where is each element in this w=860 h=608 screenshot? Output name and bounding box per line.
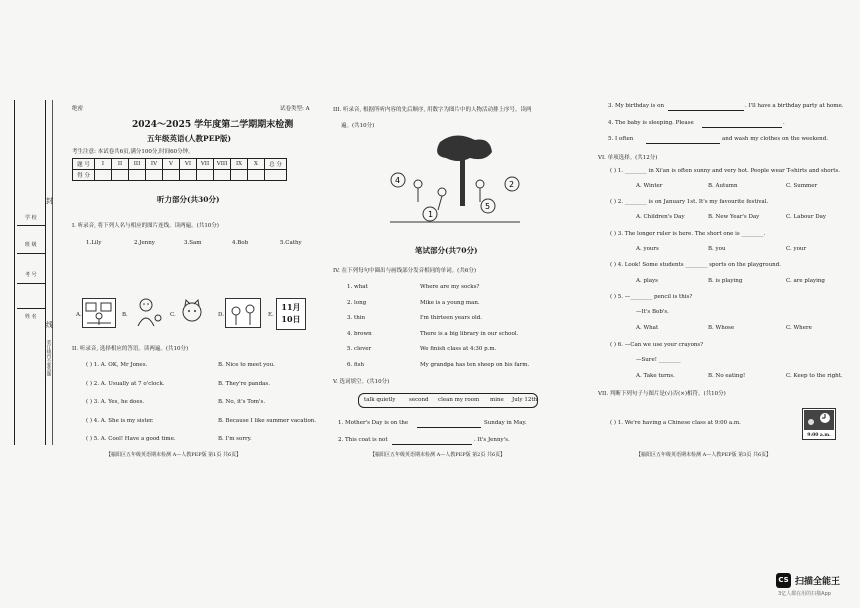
binding-line xyxy=(14,100,15,445)
q4-sentence: My grandpa has ten sheep on his farm. xyxy=(420,362,530,368)
pic-label: C. xyxy=(170,312,176,318)
q6-question: ( ) 5. —________ pencil is this? xyxy=(610,294,693,300)
q2-title: II. 听录音, 选择相应的答语。读两遍。(共10分) xyxy=(72,346,189,352)
fill-blank-end: and wash my clothes on the weekend. xyxy=(722,136,828,142)
field-line xyxy=(17,253,45,254)
q5-title: V. 选词填空。(共10分) xyxy=(333,379,390,385)
cat-icon xyxy=(177,298,207,326)
q4-sentence: Where are my socks? xyxy=(420,284,480,290)
writing-section-title: 笔试部分(共70分) xyxy=(415,246,478,255)
exam-type: 试卷类型: A xyxy=(280,106,310,112)
q2-option-a: ( ) 5. A. Cool! Have a good time. xyxy=(86,436,176,442)
q4-sentence: There is a big library in our school. xyxy=(420,331,519,337)
classroom-clock-icon xyxy=(803,409,835,431)
q6-option: C. Where xyxy=(786,325,812,331)
score-cell[interactable] xyxy=(214,170,231,181)
pic-label: E. xyxy=(268,312,274,318)
score-header-cell: VIII xyxy=(214,159,231,170)
score-header-cell: III xyxy=(129,159,146,170)
activity-picture xyxy=(380,132,530,234)
q6-option: B. you xyxy=(708,246,726,252)
q4-sentence: Mike is a young man. xyxy=(420,300,480,306)
q6-option: A. Children's Day xyxy=(636,214,685,220)
score-cell[interactable] xyxy=(180,170,197,181)
name-label: 姓 名 xyxy=(25,314,37,320)
q6-answer-line: —It's Bob's. xyxy=(636,309,669,315)
svg-text:5: 5 xyxy=(485,202,491,211)
q4-sentence: I'm thirteen years old. xyxy=(420,315,482,321)
fill-blank-line[interactable] xyxy=(702,127,782,128)
fill-blank-start: 3. My birthday is on xyxy=(608,103,664,109)
fill-blank-line[interactable] xyxy=(646,143,720,144)
calendar-day: 10日 xyxy=(281,314,301,324)
classroom-icon xyxy=(83,299,115,327)
word-bank-item: clean my room xyxy=(438,397,480,403)
fill-blank-line[interactable] xyxy=(417,427,481,428)
kids-activity-icon xyxy=(380,132,530,232)
q4-word: 4. brown xyxy=(347,331,372,337)
q6-question: ( ) 6. —Can we use your crayons? xyxy=(610,342,704,348)
score-cell[interactable] xyxy=(112,170,129,181)
q2-option-b: B. No, it's Tom's. xyxy=(218,399,266,405)
word-bank-item: mine xyxy=(490,397,504,403)
clock-picture xyxy=(802,408,836,440)
score-header-cell: II xyxy=(112,159,129,170)
q4-word: 5. clever xyxy=(347,346,372,352)
exam-subtitle: 五年级英语(人教PEP版) xyxy=(147,134,232,143)
fill-blank-end: . It's Jenny's. xyxy=(474,437,510,443)
fill-blank-line[interactable] xyxy=(668,110,744,111)
score-header-cell: I xyxy=(95,159,112,170)
q4-word: 6. fish xyxy=(347,362,365,368)
q6-question: ( ) 4. Look! Some students ________ sports on the playground. xyxy=(610,262,781,268)
camscanner-logo: CS xyxy=(776,573,791,588)
word-bank-item: July 12th xyxy=(512,397,538,403)
classroom-picture xyxy=(82,298,116,328)
score-cell[interactable] xyxy=(231,170,248,181)
page3-footer: 【榆阳区五年级英语期末检测 A—人教PEP版 第3页 共6页】 xyxy=(636,452,772,458)
q6-answer-line: —Sure! ________ xyxy=(636,357,681,363)
q1-name: 4.Bob xyxy=(232,240,249,246)
field-line xyxy=(17,308,45,309)
pic-label: D. xyxy=(218,312,224,318)
pic-label: B. xyxy=(122,312,128,318)
fill-blank-start: 4. The baby is sleeping. Please xyxy=(608,120,694,126)
cat-picture xyxy=(177,298,207,326)
binding-mark: 线 xyxy=(46,321,53,329)
fill-blank-end: . I'll have a birthday party at home. xyxy=(745,103,844,109)
q1-name: 2.Jenny xyxy=(134,240,155,246)
score-header-cell: 题 号 xyxy=(73,159,95,170)
q7-title: VII. 判断下列句子与图片是(√)否(×)相符。(共10分) xyxy=(598,391,726,397)
score-cell[interactable] xyxy=(265,170,287,181)
fill-blank-line[interactable] xyxy=(392,444,472,445)
q6-option: B. Autumn xyxy=(708,183,738,189)
exam-notice: 考生注意: 本试卷共6页,满分100分,时间60分钟。 xyxy=(72,149,194,155)
q6-option: B. New Year's Day xyxy=(708,214,760,220)
q6-option: B. Whose xyxy=(708,325,735,331)
confidential-mark: 绝密 xyxy=(72,106,84,112)
score-cell[interactable] xyxy=(248,170,265,181)
q2-option-b: B. I'm sorry. xyxy=(218,436,252,442)
q6-option: C. are playing xyxy=(786,278,825,284)
score-header-cell: VI xyxy=(180,159,197,170)
score-row-label: 得 分 xyxy=(73,170,95,181)
kid-picture xyxy=(128,296,164,328)
q4-word: 2. long xyxy=(347,300,367,306)
q1-name: 5.Cathy xyxy=(280,240,302,246)
word-bank-item: talk quietly xyxy=(364,397,396,403)
score-header-cell: V xyxy=(163,159,180,170)
word-bank-item: second xyxy=(409,397,429,403)
q6-option: C. Summer xyxy=(786,183,818,189)
q4-title: IV. 在下列每句中圈出与画线部分发音相同的单词。(共6分) xyxy=(333,268,476,274)
exam-title: 2024～2025 学年度第二学期期末检测 xyxy=(132,120,294,130)
calendar-picture xyxy=(276,298,306,330)
field-line xyxy=(17,225,45,226)
q3-title-cont: 遍。(共10分) xyxy=(341,123,375,129)
q6-question: ( ) 1. ________ in Xi'an is often sunny and very hot. People wear T-shirts and shorts. xyxy=(610,168,841,174)
q1-name: 3.Sam xyxy=(184,240,202,246)
score-header-cell: IV xyxy=(146,159,163,170)
score-header-cell: IX xyxy=(231,159,248,170)
watermark-tagline: 3亿人都在用的扫描App xyxy=(778,591,831,597)
listening-section-title: 听力部分(共30分) xyxy=(157,195,220,204)
q6-option: A. yours xyxy=(636,246,659,252)
q3-title: III. 听录音, 根据所听内容的先后顺序, 用数字为图片中的人物活动排上序号。读两 xyxy=(333,107,532,113)
q2-option-a: ( ) 2. A. Usually at 7 o'clock. xyxy=(86,381,165,387)
q6-option: A. Take turns. xyxy=(636,373,675,379)
binding-line xyxy=(52,100,53,445)
q6-question: ( ) 2. ________ is on January 1st. It's my favourite festival. xyxy=(610,199,769,205)
q2-option-a: ( ) 4. A. She is my sister. xyxy=(86,418,154,424)
field-line xyxy=(17,283,45,284)
page2-footer: 【榆阳区五年级英语期末检测 A—人教PEP版 第2页 共6页】 xyxy=(370,452,506,458)
score-table xyxy=(72,158,287,181)
q6-option: C. Keep to the right. xyxy=(786,373,843,379)
q6-option: A. Winter xyxy=(636,183,663,189)
flower-icon xyxy=(226,299,260,327)
svg-text:1: 1 xyxy=(428,210,434,219)
score-cell[interactable] xyxy=(129,170,146,181)
flowers-picture xyxy=(225,298,261,328)
fill-blank-start: 5. I often xyxy=(608,136,634,142)
pic-label: A. xyxy=(76,312,82,318)
score-header-cell: VII xyxy=(197,159,214,170)
q4-sentence: We finish class at 4:30 p.m. xyxy=(420,346,497,352)
kid-icon xyxy=(128,296,164,328)
score-cell[interactable] xyxy=(95,170,112,181)
page1-footer: 【榆阳区五年级英语期末检测 A—人教PEP版 第1页 共6页】 xyxy=(106,452,242,458)
q2-option-b: B. Nice to meet you. xyxy=(218,362,275,368)
fill-blank-start: 2. This coat is not xyxy=(338,437,388,443)
score-header-cell: X xyxy=(248,159,265,170)
q6-option: A. What xyxy=(636,325,659,331)
calendar-month: 11月 xyxy=(281,302,301,312)
q2-option-b: B. They're pandas. xyxy=(218,381,270,387)
q6-option: C. Labour Day xyxy=(786,214,826,220)
q6-option: B. is playing xyxy=(708,278,743,284)
q7-question: ( ) 1. We're having a Chinese class at 9:00 a.m. xyxy=(610,420,741,426)
q6-option: A. plays xyxy=(636,278,658,284)
fill-blank-start: 1. Mother's Day is on the xyxy=(338,420,409,426)
score-header-cell: 总 分 xyxy=(265,159,287,170)
q6-title: VI. 单项选择。(共12分) xyxy=(598,155,658,161)
q6-option: C. your xyxy=(786,246,807,252)
watermark-name: 扫描全能王 xyxy=(795,577,841,587)
q6-question: ( ) 3. The longer ruler is here. The short one is ________. xyxy=(610,231,766,237)
score-cell[interactable] xyxy=(163,170,180,181)
fill-blank-end: Sunday in May. xyxy=(484,420,527,426)
q2-option-b: B. Because I like summer vacation. xyxy=(218,418,317,424)
q1-title: I. 听录音, 将下列人名与相应的图片连线。读两遍。(共10分) xyxy=(72,223,219,229)
clock-time: 9:00 a.m. xyxy=(807,433,831,438)
fill-blank-end: . xyxy=(783,120,785,126)
binding-mark: 封 xyxy=(46,197,53,205)
svg-text:2: 2 xyxy=(509,180,515,189)
class-label: 班 级 xyxy=(25,242,37,248)
score-cell[interactable] xyxy=(197,170,214,181)
binding-line xyxy=(45,100,46,445)
binding-note: 装订线内不要答题 xyxy=(46,340,51,376)
q4-word: 3. thin xyxy=(347,315,366,321)
q6-option: B. No eating! xyxy=(708,373,746,379)
svg-text:4: 4 xyxy=(395,176,401,185)
q2-option-a: ( ) 3. A. Yes, he does. xyxy=(86,399,145,405)
exam-number-label: 考 号 xyxy=(25,272,37,278)
q4-word: 1. what xyxy=(347,284,368,290)
q2-option-a: ( ) 1. A. OK, Mr Jones. xyxy=(86,362,148,368)
q1-name: 1.Lily xyxy=(86,240,102,246)
score-cell[interactable] xyxy=(146,170,163,181)
school-label: 学 校 xyxy=(25,215,37,221)
